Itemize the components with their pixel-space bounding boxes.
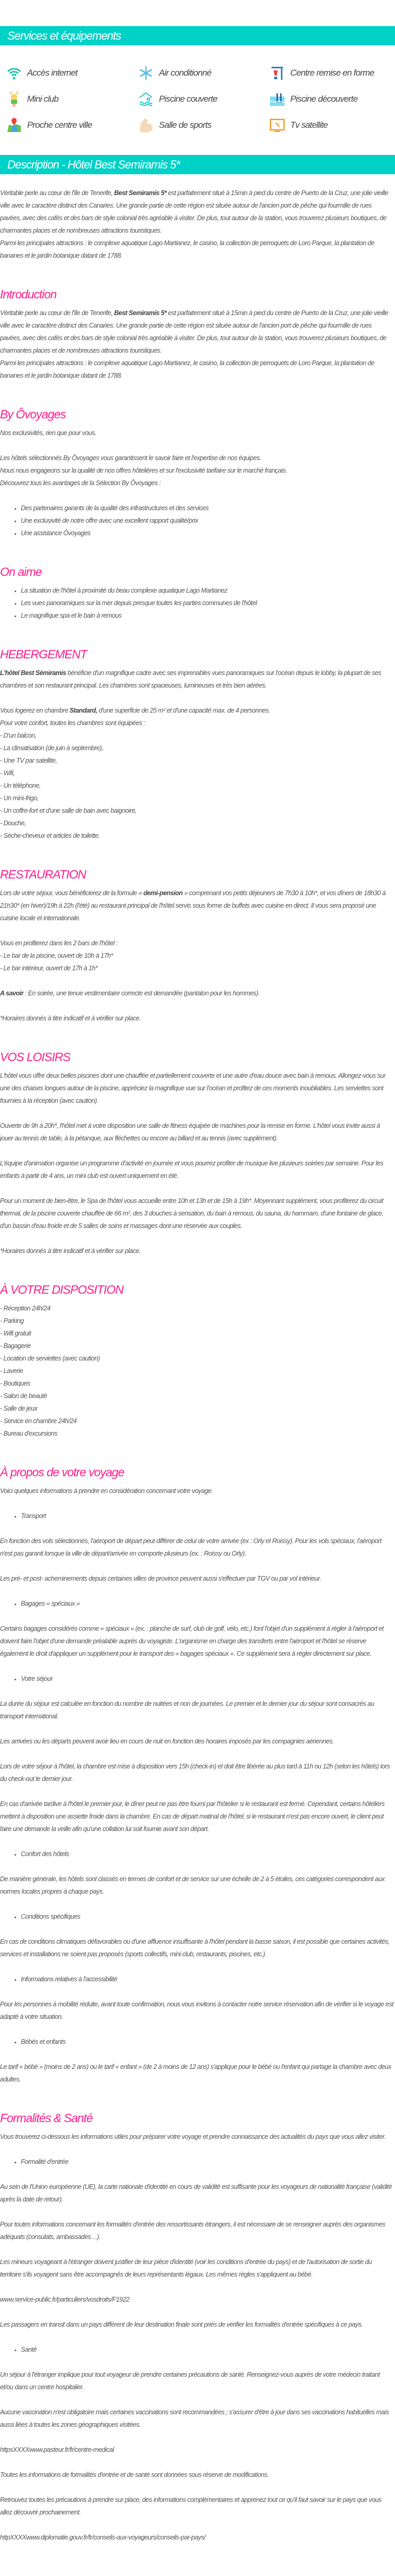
paragraph xyxy=(0,2130,394,2143)
text: - Le bar de la piscine, ouvert de 10h à 17h* xyxy=(0,952,113,959)
paragraph xyxy=(0,2494,394,2519)
paragraph xyxy=(0,1245,394,1257)
bold-text: L'hôtel Best Sémiramis xyxy=(0,669,66,677)
service-item xyxy=(269,91,395,107)
snowflake-icon xyxy=(138,65,154,81)
text: est parfaitement situé à 15min à pied du centre de Puerto de la Cruz, une jolie vieille ville avec le caractère distinct des Canaries. Une grande partie de cette région est située autour de l'ancien port de pêche qui fourmille de rues pavées, avec des cafés et des bars de style colonial très agréable à visiter. De plus, tout autour de la station, vous trouverez plusieurs boutiques, de charmantes places et de nombreuses attractions touristiques. xyxy=(0,189,388,234)
list-item: • Des partenaires garants de la qualité des infrastructures et des services xyxy=(21,502,394,514)
text: httpXXXXwww.diplomatie.gouv.fr/fr/conseils-aux-voyageurs/conseils-par-pays/ xyxy=(0,2534,206,2541)
description-header xyxy=(0,155,395,174)
text: Lors de votre séjour, vous bénéficierez de la formule « xyxy=(0,889,144,897)
text-line xyxy=(0,2181,394,2206)
bold-text: Best Semiramis 5* xyxy=(114,309,167,317)
bullet-list xyxy=(0,1910,394,1923)
text-line xyxy=(0,949,394,962)
text-line xyxy=(0,1352,394,1365)
text-line xyxy=(0,1327,394,1340)
list-item: • Transport xyxy=(21,1510,394,1522)
text-line xyxy=(0,1195,394,1232)
service-label: Salle de sports xyxy=(159,120,212,130)
text-line xyxy=(0,1760,394,1785)
list-item: • Informations relatives à l'accessibilité xyxy=(21,1973,394,1985)
text-line xyxy=(0,2318,394,2331)
text: - Un mini-frigo, xyxy=(0,795,39,802)
content-section xyxy=(0,174,394,262)
paragraph xyxy=(0,887,394,924)
section-heading: Formalités & Santé xyxy=(0,2111,93,2125)
paragraph xyxy=(0,2293,394,2306)
text-line xyxy=(0,2256,394,2281)
text-line xyxy=(0,1622,394,1660)
kid-mascot-icon xyxy=(6,91,22,107)
text: En cas d'arrivée tardive à l'hôtel le premier jour, le dîner peut ne pas être fourni par l'hôtelier si le restaurant est fermé. Cependant, certains hôteliers mettent à disposition une assiette froide dans la chambre. En cas de départ matinal de l'hôtel, si le restaurant n'est pas encore ouvert, le client peut faire une demande la veille afin qu'une collation lui soit fournie avant son départ. xyxy=(0,1800,385,1833)
text: - Wifi gratuit xyxy=(0,1330,31,1337)
text: - Réception 24h/24 xyxy=(0,1305,51,1312)
text: Les mineurs voyageant à l'étranger doivent justifier de leur pièce d'identité (voir les conditions d'entrée du pays) et de l'autorisation de sortie du territoire s'ils voyagent sans être accompagnés de leurs représentants légaux. Les mêmes règles s'appliquent au bébé. xyxy=(0,2258,372,2278)
text-line xyxy=(0,887,394,924)
bullet-list xyxy=(0,2343,394,2356)
text-line xyxy=(0,829,394,842)
description-title: Description - Hôtel Best Semiramis 5* xyxy=(7,158,180,171)
service-item xyxy=(138,91,269,107)
text: - Salon de beauté xyxy=(0,1392,47,1400)
text-line xyxy=(0,2293,394,2306)
text-line xyxy=(0,729,394,742)
paragraph xyxy=(0,1935,394,1960)
text: Pour toutes informations concernant les formalités d'entrée des ressortissants étrangers, il est nécessaire de se renseigner auprès des organismes adéquats (consulats, ambassades…). xyxy=(0,2221,386,2241)
bold-text: Best Semiramis 5* xyxy=(114,189,167,197)
text: Les hôtels sélectionnés By Ôvoyages vous garantissent le savoir faire et l'expertise de nos équipes. xyxy=(0,454,262,462)
fitness-machine-icon xyxy=(269,65,285,81)
content-section xyxy=(0,394,394,539)
paragraph xyxy=(0,1069,394,1107)
text-line xyxy=(0,767,394,779)
paragraph xyxy=(0,1998,394,2023)
text-line xyxy=(0,742,394,754)
paragraph xyxy=(0,1012,394,1025)
service-label: Accès internet xyxy=(27,68,78,78)
text-line xyxy=(0,987,394,1000)
list-item: • Une assistance Ôvoyages xyxy=(21,527,394,539)
text: *Horaires donnés à titre indicatif et à vérifier sur place. xyxy=(0,1247,141,1255)
paragraph xyxy=(0,1120,394,1145)
text: *Horaires donnés à titre indicatif et à vérifier sur place. xyxy=(0,1015,141,1022)
paragraph xyxy=(0,1195,394,1232)
text: De manière générale, les hôtels sont classés en termes de confort et de service sur une échelle de 2 à 5 étoiles, ces catégories correspondent aux normes locales propres à chaque pays. xyxy=(0,1875,385,1895)
section-heading: By Ôvoyages xyxy=(0,407,66,421)
paragraph xyxy=(0,2368,394,2393)
content-section xyxy=(0,2098,394,2544)
paragraph xyxy=(0,307,394,382)
paragraph xyxy=(0,2181,394,2206)
text: » comprenant vos petits déjeuners de 7h30 à 10h*, et vos dîners de 18h30 à 21h30* (en hiver)/19h à 22h (l'été) au restaurant principal de l'hôtel servis sous forme de buffets avec cuisine en direct. Il vous sera proposé une cuisine locale et internationale. xyxy=(0,889,386,922)
bold-text: A savoir xyxy=(0,990,23,997)
text: Pour votre confort, toutes les chambres sont équipées : xyxy=(0,719,145,727)
text: - Un téléphone, xyxy=(0,782,41,789)
text: - Parking xyxy=(0,1317,24,1325)
paragraph xyxy=(0,1302,394,1440)
section-heading: À VOTRE DISPOSITION xyxy=(0,1283,124,1296)
text-line xyxy=(0,2406,394,2431)
bullet-list xyxy=(0,502,394,539)
text: Toutes les informations de formalités d'entrée et de santé sont données sous réserve de modifications. xyxy=(0,2471,269,2478)
list-item: • Les vues panoramiques sur la mer depuis presque toutes les parties communes de l'hôtel xyxy=(21,597,394,609)
text-line xyxy=(0,1735,394,1748)
service-item xyxy=(6,91,138,107)
text: Pour les personnes à mobilité réduite, avant toute confirmation, nous vous invitons à contacter notre service réservation afin de vérifier si le voyage est adapté à votre situation. xyxy=(0,2001,393,2020)
services-title: Services et équipements xyxy=(7,29,121,42)
muscle-arm-icon xyxy=(138,117,154,133)
text-line xyxy=(0,779,394,792)
paragraph xyxy=(0,2318,394,2331)
text-line xyxy=(0,792,394,804)
text-line xyxy=(0,1365,394,1377)
text: Les passagers en transit dans un pays différent de leur destination finale sont priés de vérifier les formalités d'entrée spécifiques à ce pays. xyxy=(0,2321,363,2328)
list-item: • Le magnifique spa et le bain à remous xyxy=(21,609,394,622)
text-line xyxy=(0,187,394,237)
service-item xyxy=(138,117,269,133)
text: Aucune vaccination n'est obligatoire mais certaines vaccinations sont recommandées ; s'assurer d'être à jour dans ses vaccinations habituelles mais aussi liées à toutes les zones géographiques visitées. xyxy=(0,2409,389,2428)
text: Un séjour à l'étranger implique pour tout voyageur de prendre certaines précautions de santé. Renseignez-vous auprès de votre médecin traitant et/ou dans un centre hospitalier. xyxy=(0,2371,380,2391)
text: Vous logerez en chambre xyxy=(0,707,70,714)
service-label: Centre remise en forme xyxy=(290,68,374,78)
text-line xyxy=(0,937,394,949)
text: httpsXXXXwww.pasteur.fr/fr/centre-medical xyxy=(0,2446,114,2453)
list-item: • Santé xyxy=(21,2343,394,2356)
text-line xyxy=(0,1698,394,1723)
service-item xyxy=(269,117,395,133)
section-heading: RESTAURATION xyxy=(0,868,86,881)
text: Nous nous engageons sur la qualité de nos offres hôtelières et sur l'exclusivité tarifaire sur le marché français. xyxy=(0,467,287,474)
paragraph xyxy=(0,667,394,692)
paragraph xyxy=(0,1798,394,1835)
text-line xyxy=(0,817,394,829)
text: Au sein de l'Union européenne (UE), la carte nationale d'identité en cours de validité est suffisante pour les voyageurs de nationalité française (validité après la date de retour). xyxy=(0,2183,392,2203)
text: Certains bagages considérés comme « spéciaux » (ex. : planche de surf, club de golf, vélo, etc.) font l'objet d'un supplément à régler à l'aéroport et doivent faire l'objet d'une demande préalable auprès du voyagiste. L'organisme en charge des transferts entre l'aéroport et l'hôtel se réserve également le droit d'appliquer un supplément pour le transport des « bagages spéciaux ». Ce supplément sera à régler directement sur place. xyxy=(0,1625,384,1657)
list-item: • Confort des hôtels xyxy=(21,1848,394,1860)
text: Les pré- et post- acheminements depuis certaines villes de province peuvent aussi s'effectuer par TGV ou par vol intérieur. xyxy=(0,1575,322,1582)
text-line xyxy=(0,1302,394,1315)
text-line xyxy=(0,2218,394,2243)
text: Nos exclusivités, rien que pour vous. xyxy=(0,429,96,437)
text: est parfaitement situé à 15min à pied du centre de Puerto de la Cruz, une jolie vieille ville avec le caractère distinct des Canaries. Une grande partie de cette région est située autour de l'ancien port de pêche qui fourmille de rues pavées, avec des cafés et des bars de style colonial très agréable à visiter. De plus, tout autour de la station, vous trouverez plusieurs boutiques, de charmantes places et de nombreuses attractions touristiques. xyxy=(0,309,388,354)
text: - Un coffre-fort et d'une salle de bain avec baignoire, xyxy=(0,807,137,814)
text-line xyxy=(0,357,394,382)
paragraph xyxy=(0,2469,394,2481)
text-line xyxy=(0,1377,394,1390)
bullet-list xyxy=(0,1672,394,1685)
text-line xyxy=(0,2443,394,2456)
map-pin-icon xyxy=(6,117,22,133)
list-item: • Conditions spécifiques xyxy=(21,1910,394,1923)
content-section xyxy=(0,274,394,382)
text: - Bureau d'excursions xyxy=(0,1430,57,1437)
list-item: • Votre séjour xyxy=(21,1672,394,1685)
service-label: Piscine couverte xyxy=(159,94,217,104)
text: Pour un moment de bien-être, le Spa de l'hôtel vous accueille entre 10h et 13h et de 15h à 19h*. Moyennant supplément, vous profiterez du circuit thermal, de la piscine couverte chauffée de 66 m², des 3 douches à sensation, du bain à remous, du sauna, du hammam, d'une fontaine de glace, d'un bassin d'eau froide et de 5 salles de soins et massages dont une réservée aux couples. xyxy=(0,1197,384,1230)
text: Lors de votre séjour à l'hôtel, la chambre est mise à disposition vers 15h (check-in) et doit être libérée au plus tard à 11h ou 12h (selon les hôtels) lors du check-out le dernier jour. xyxy=(0,1763,390,1783)
bullet-list xyxy=(0,584,394,622)
text-line xyxy=(0,427,394,439)
list-item: • Bagages « spéciaux » xyxy=(21,1597,394,1610)
text: Véritable perle au cœur de l'île de Tenerife, xyxy=(0,189,114,197)
text-line xyxy=(0,2368,394,2393)
text: - Location de serviettes (avec caution) xyxy=(0,1355,100,1362)
text-line xyxy=(0,1245,394,1257)
text-line xyxy=(0,1427,394,1440)
description-content xyxy=(0,174,395,2544)
text-line xyxy=(0,1572,394,1585)
service-label: Air conditionné xyxy=(159,68,212,78)
service-item xyxy=(6,117,138,133)
paragraph xyxy=(0,427,394,439)
content-section xyxy=(0,1270,394,1440)
text-line xyxy=(0,1012,394,1025)
service-label: Proche centre ville xyxy=(27,120,92,130)
paragraph xyxy=(0,2531,394,2544)
text: - Une TV par satellite, xyxy=(0,757,57,764)
paragraph xyxy=(0,2256,394,2281)
text-line xyxy=(0,2130,394,2143)
text: - Boutiques xyxy=(0,1380,30,1387)
text-line xyxy=(0,704,394,717)
text-line xyxy=(0,1873,394,1898)
text: Parmi les principales attractions : le complexe aquatique Lago Martianez, le casino, la collection de perroquets de Loro Parque, la plantation de bananes et le jardin botanique datant de 1788. xyxy=(0,239,375,259)
text-line xyxy=(0,2531,394,2544)
text: - Sèche-cheveux et articles de toilette. xyxy=(0,832,100,839)
paragraph xyxy=(0,987,394,1000)
paragraph xyxy=(0,1873,394,1898)
bold-text: demi-pension xyxy=(143,889,183,897)
text-line xyxy=(0,1390,394,1402)
text: En fonction des vols sélectionnés, l'aéroport de départ peut différer de celui de votre arrivée (ex : Orly et Roissy). Pour les vols spéciaux, l'aéroport n'est pas garanti lorsque la ville de départ/arrivée en comporte plusieurs (ex. : Roissy ou Orly). xyxy=(0,1537,381,1557)
text: - Douche, xyxy=(0,820,26,827)
section-heading: On aime xyxy=(0,565,42,579)
text: - Salle de jeux xyxy=(0,1405,38,1412)
text: - La climatisation (de juin à septembre), xyxy=(0,744,103,752)
content-section xyxy=(0,552,394,622)
section-heading: À propos de votre voyage xyxy=(0,1465,125,1479)
section-heading: Introduction xyxy=(0,287,57,301)
paragraph xyxy=(0,1622,394,1660)
text-line xyxy=(0,804,394,817)
content-section xyxy=(0,1037,394,1257)
outdoor-pool-icon xyxy=(269,91,285,107)
paragraph xyxy=(0,452,394,489)
text-line xyxy=(0,1157,394,1182)
text-line xyxy=(0,1315,394,1327)
services-grid xyxy=(0,45,395,155)
text: Les arrivées ou les départs peuvent avoir lieu en cours de nuit en fonction des horaires imposés par les compagnies aériennes. xyxy=(0,1738,334,1745)
text: Retrouvez toutes les précautions à prendre sur place, des informations complémentaires et apprenez tout ce qu'il faut savoir sur le pays que vous allez découvrir prochainement. xyxy=(0,2496,381,2516)
text-line xyxy=(0,464,394,477)
text: Découvrez tous les avantages de la Sélection By Ôvoyages : xyxy=(0,479,161,487)
text: - Service en chambre 24h/24 xyxy=(0,1417,77,1425)
paragraph xyxy=(0,1760,394,1785)
text-line xyxy=(0,1340,394,1352)
bullet-list xyxy=(0,1510,394,1522)
bullet-list xyxy=(0,1848,394,1860)
indoor-pool-icon xyxy=(138,91,154,107)
section-heading: HEBERGEMENT xyxy=(0,647,87,661)
paragraph xyxy=(0,1735,394,1748)
text-line xyxy=(0,1798,394,1835)
bold-text: Standard, xyxy=(69,707,97,714)
section-heading: VOS LOISIRS xyxy=(0,1050,70,1064)
paragraph xyxy=(0,1572,394,1585)
text: En cas de conditions climatiques défavorables ou d'une affluence insuffisante à l'hôtel pendant la basse saison, il est possible que certaines activités, services et installations ne soient pas proposés (sports collectifs, mini club, restaurants, piscines, etc.). xyxy=(0,1938,390,1958)
text: - Wifi, xyxy=(0,769,15,777)
text-line xyxy=(0,962,394,974)
text-line xyxy=(0,2494,394,2519)
text: - Laverie xyxy=(0,1367,23,1375)
content-section xyxy=(0,634,394,842)
text: L'hôtel vous offre deux belles piscines dont une chauffée et partiellement couverte et une autre d'eau douce avec bain à remous. Allongez-vous sur une des chaises longues autour de la piscine, appréciez la magnifique vue sur l'océan et profitez de ces moments inoubliables. Les serviettes sont fournies à la réception (avec caution). xyxy=(0,1072,386,1104)
text-line xyxy=(0,307,394,357)
bullet-list xyxy=(0,1597,394,1610)
list-item: • Bébés et enfants xyxy=(21,2036,394,2048)
paragraph xyxy=(0,1698,394,1723)
text-line xyxy=(0,717,394,729)
paragraph xyxy=(0,1535,394,1560)
text: - Le bar intérieur, ouvert de 17h à 1h* xyxy=(0,965,98,972)
bullet-list xyxy=(0,2036,394,2048)
text-line xyxy=(0,1402,394,1415)
paragraph xyxy=(0,937,394,974)
service-label: Piscine découverte xyxy=(290,94,358,104)
paragraph xyxy=(0,2443,394,2456)
text: d'une superficie de 25 m² et d'une capacité max. de 4 personnes. xyxy=(97,707,270,714)
service-item xyxy=(269,65,395,81)
text-line xyxy=(0,1935,394,1960)
paragraph xyxy=(0,704,394,842)
text-line xyxy=(0,1485,394,1497)
text: - D'un balcon, xyxy=(0,732,36,739)
text: bénéficie d'un magnifique cadre avec ses imprenables vues panoramiques sur l'océan depuis le lobby, la plupart de ses chambres et son restaurant principal. Les chambres sont spacieuses, lumineuses et très bien aérées. xyxy=(0,669,381,689)
services-header xyxy=(0,26,395,45)
text: Parmi les principales attractions : le complexe aquatique Lago Martianez, le casino, la collection de perroquets de Loro Parque, la plantation de bananes et le jardin botanique datant de 1788. xyxy=(0,359,375,379)
text-line xyxy=(0,667,394,692)
text-line xyxy=(0,452,394,464)
text: Voici quelques informations à prendre en considération concernant votre voyage. xyxy=(0,1487,213,1495)
content-section xyxy=(0,1452,394,2086)
service-item xyxy=(138,65,269,81)
text-line xyxy=(0,1069,394,1107)
paragraph xyxy=(0,2061,394,2086)
service-label: Tv satellite xyxy=(290,120,328,130)
paragraph xyxy=(0,1485,394,1497)
paragraph xyxy=(0,2406,394,2431)
text: www.service-public.fr/particuliers/vosdroits/F1922 xyxy=(0,2296,130,2303)
text-line xyxy=(0,2061,394,2086)
text: Vous en profiterez dans les 2 bars de l'hôtel : xyxy=(0,940,118,947)
text-line xyxy=(0,237,394,262)
service-label: Mini club xyxy=(27,94,58,104)
bullet-list xyxy=(0,2156,394,2168)
text-line xyxy=(0,1998,394,2023)
text: La durée du séjour est calculée en fonction du nombre de nuitées et non de journées. Le premier et le dernier jour du séjour sont consacrés au transport international. xyxy=(0,1700,374,1720)
satellite-tv-icon xyxy=(269,117,285,133)
paragraph xyxy=(0,1157,394,1182)
text-line xyxy=(0,1535,394,1560)
text-line xyxy=(0,477,394,489)
wifi-icon xyxy=(6,65,22,81)
service-item xyxy=(6,65,138,81)
paragraph xyxy=(0,187,394,262)
text-line xyxy=(0,1415,394,1427)
text: Le tarif « bébé » (moins de 2 ans) ou le tarif « enfant » (de 2 à moins de 12 ans) s'applique pour le bébé ou l'enfant qui partage la chambre avec deux adultes. xyxy=(0,2063,391,2083)
text: L'équipe d'animation organise un programme d'activité en journée et vous pourrez profiter de musique live plusieurs soirées par semaine. Pour les enfants à partir de 4 ans, un mini club est ouvert uniquement en été. xyxy=(0,1160,384,1179)
text: - Bagagerie xyxy=(0,1342,31,1350)
paragraph xyxy=(0,2218,394,2243)
text: Vous trouverez ci-dessous les informations utiles pour préparer votre voyage et prendre connaissance des actualités du pays que vous allez visiter. xyxy=(0,2133,386,2140)
text: Véritable perle au cœur de l'île de Tenerife, xyxy=(0,309,114,317)
content-section xyxy=(0,854,394,1025)
text-line xyxy=(0,754,394,767)
text-line xyxy=(0,1120,394,1145)
list-item: • Une exclusivité de notre offre avec une excellent rapport qualité/prix xyxy=(21,514,394,527)
text: Ouverte de 9h à 20h*, l'hôtel met à votre disposition une salle de fitness équipée de machines pour la remise en forme. L'hôtel vous invite aussi à jouer au tennis de table, à la pétanque, aux fléchettes ou encore au billard et au tennis (avec supplément). xyxy=(0,1122,380,1142)
list-item: • Formalité d'entrée xyxy=(21,2156,394,2168)
text-line xyxy=(0,2469,394,2481)
bullet-list xyxy=(0,1973,394,1985)
text: : En soirée, une tenue vestimentaire correcte est demandée (pantalon pour les hommes). xyxy=(23,990,260,997)
list-item: • La situation de l'hôtel à proximité du beau complexe aquatique Lago Martianez xyxy=(21,584,394,597)
